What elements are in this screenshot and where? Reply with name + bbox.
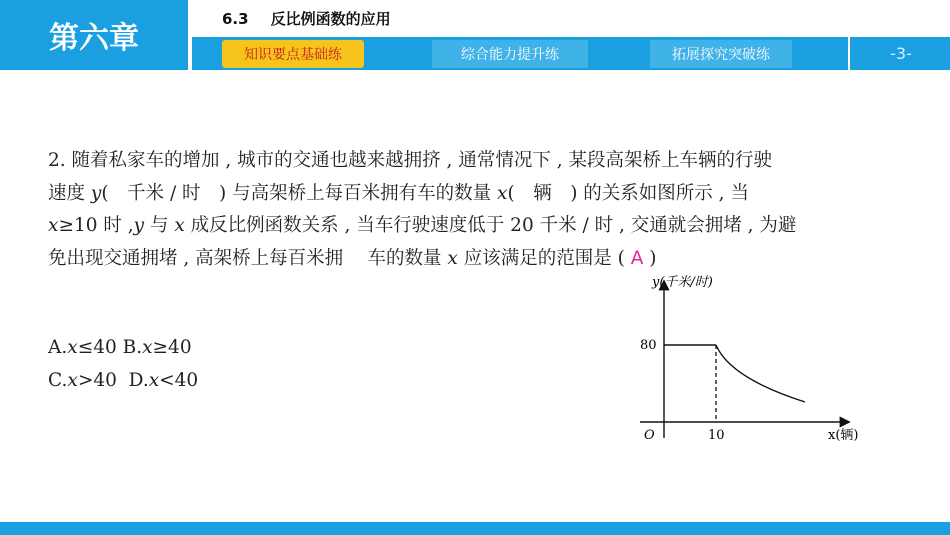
option-d-text: <40 <box>159 369 199 391</box>
text: 与 <box>144 215 175 236</box>
text: ( 千米 / 时 ) 与高架桥上每百米拥有车的数量 <box>101 182 498 204</box>
var-y: y <box>90 182 102 204</box>
option-a-text: ≤40 <box>77 337 123 358</box>
question-text <box>48 145 918 275</box>
option-c-text: >40 <box>77 369 117 391</box>
var-x: x <box>174 215 185 236</box>
answer-options <box>48 332 198 397</box>
var-y: y <box>133 215 145 236</box>
answer-text: A <box>630 247 644 269</box>
var-x: x <box>447 247 458 269</box>
var-x: x <box>497 182 508 204</box>
x-axis-label: x(辆) <box>828 428 859 443</box>
var-x: x <box>48 215 59 236</box>
option-c-label: C. <box>48 369 68 391</box>
section-name: 反比例函数的应用 <box>270 10 391 28</box>
origin-label: O <box>644 428 655 443</box>
text: 免出现交通拥堵 , 高架桥上每百米拥 车的数量 <box>48 247 448 269</box>
var-x: x <box>148 369 160 391</box>
option-row <box>48 332 198 365</box>
hyperbola-curve <box>716 345 805 402</box>
footer-bar <box>0 522 950 535</box>
text: 成反比例函数关系 , 当车行驶速度低于 20 千米 / 时 , 交通就会拥堵 , 为避 <box>184 215 797 236</box>
var-x: x <box>142 337 153 358</box>
text: ( 辆 ) 的关系如图所示 , 当 <box>507 182 749 204</box>
option-b-label: B. <box>122 337 143 358</box>
var-x: x <box>67 369 78 391</box>
y-axis-label: y(千米/时) <box>652 275 713 290</box>
option-a-label: A. <box>48 337 68 358</box>
text: 速度 <box>48 182 91 204</box>
section-number: 6.3 <box>222 10 249 28</box>
chapter-label: 第六章 <box>0 0 188 70</box>
text: ) <box>649 247 657 269</box>
text: 应该满足的范围是 ( <box>457 247 625 269</box>
y-tick-label: 80 <box>640 338 657 353</box>
question-line <box>48 210 918 243</box>
option-d-label: D. <box>128 369 149 391</box>
option-b-text: ≥40 <box>152 337 192 358</box>
question-line-1: 2. 随着私家车的增加 , 城市的交通也越来越拥挤 , 通常情况下 , 某段高架桥上车辆的行驶 <box>48 150 772 171</box>
section-title <box>222 8 391 29</box>
page-number: -3- <box>848 37 950 70</box>
x-tick-label: 10 <box>708 428 725 443</box>
question-line <box>48 145 918 178</box>
var-x: x <box>67 337 78 358</box>
tab-basic-practice[interactable]: 知识要点基础练 <box>222 40 364 68</box>
text: ≥10 时 , <box>58 215 134 236</box>
option-row <box>48 365 198 398</box>
question-line <box>48 178 918 211</box>
tab-extension-practice[interactable]: 拓展探究突破练 <box>650 40 792 68</box>
function-graph <box>630 270 875 450</box>
tab-comprehensive-practice[interactable]: 综合能力提升练 <box>432 40 588 68</box>
